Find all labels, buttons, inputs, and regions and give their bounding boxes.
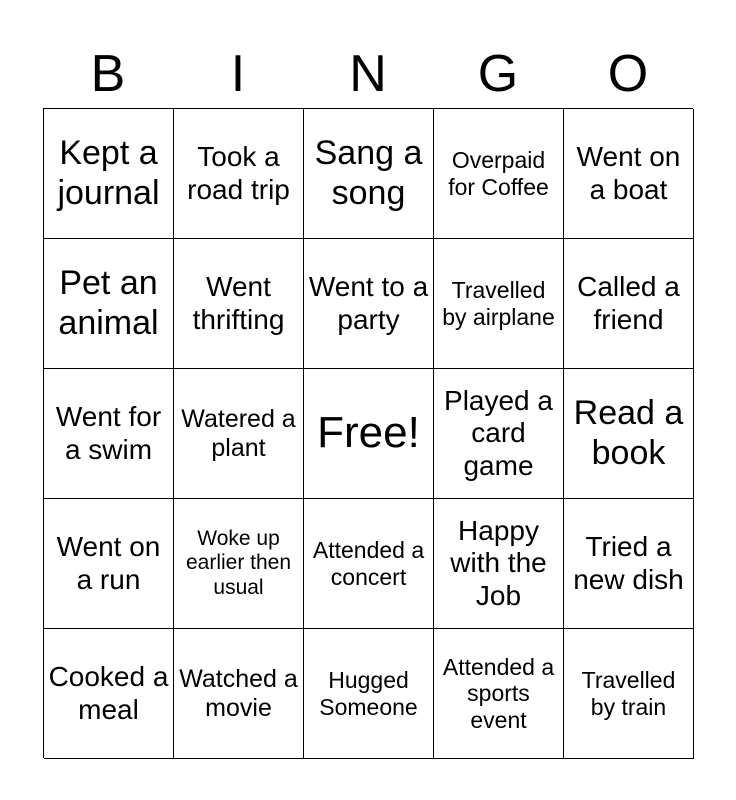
header-letter-b: B bbox=[90, 45, 126, 103]
bingo-cell-r1-c3[interactable]: Sang a song bbox=[304, 109, 434, 239]
bingo-cell-r2-c2[interactable]: Went thrifting bbox=[174, 239, 304, 369]
bingo-cell-r5-c5[interactable]: Travelled by train bbox=[564, 629, 694, 759]
bingo-cell-r5-c2[interactable]: Watched a movie bbox=[174, 629, 304, 759]
bingo-cell-r5-c4[interactable]: Attended a sports event bbox=[434, 629, 564, 759]
bingo-cell-r3-c2[interactable]: Watered a plant bbox=[174, 369, 304, 499]
header-letter-i: I bbox=[230, 45, 246, 103]
bingo-cell-r3-c4[interactable]: Played a card game bbox=[434, 369, 564, 499]
bingo-cell-r1-c4[interactable]: Overpaid for Coffee bbox=[434, 109, 564, 239]
bingo-cell-free[interactable]: Free! bbox=[304, 369, 434, 499]
bingo-cell-r5-c1[interactable]: Cooked a meal bbox=[44, 629, 174, 759]
bingo-cell-r1-c2[interactable]: Took a road trip bbox=[174, 109, 304, 239]
bingo-cell-r1-c5[interactable]: Went on a boat bbox=[564, 109, 694, 239]
bingo-board bbox=[43, 108, 693, 758]
bingo-cell-r2-c1[interactable]: Pet an animal bbox=[44, 239, 174, 369]
header-letter-o: O bbox=[607, 45, 649, 103]
bingo-cell-r4-c1[interactable]: Went on a run bbox=[44, 499, 174, 629]
bingo-cell-r5-c3[interactable]: Hugged Someone bbox=[304, 629, 434, 759]
bingo-cell-r2-c5[interactable]: Called a friend bbox=[564, 239, 694, 369]
bingo-cell-r4-c4[interactable]: Happy with the Job bbox=[434, 499, 564, 629]
bingo-cell-r2-c3[interactable]: Went to a party bbox=[304, 239, 434, 369]
header-letter-g: G bbox=[477, 45, 519, 103]
bingo-cell-r1-c1[interactable]: Kept a journal bbox=[44, 109, 174, 239]
bingo-cell-r4-c2[interactable]: Woke up earlier then usual bbox=[174, 499, 304, 629]
header-letter-n: N bbox=[349, 45, 387, 103]
bingo-cell-r4-c3[interactable]: Attended a concert bbox=[304, 499, 434, 629]
bingo-header bbox=[43, 40, 693, 108]
bingo-cell-r2-c4[interactable]: Travelled by airplane bbox=[434, 239, 564, 369]
bingo-cell-r3-c1[interactable]: Went for a swim bbox=[44, 369, 174, 499]
bingo-cell-r4-c5[interactable]: Tried a new dish bbox=[564, 499, 694, 629]
bingo-cell-r3-c5[interactable]: Read a book bbox=[564, 369, 694, 499]
